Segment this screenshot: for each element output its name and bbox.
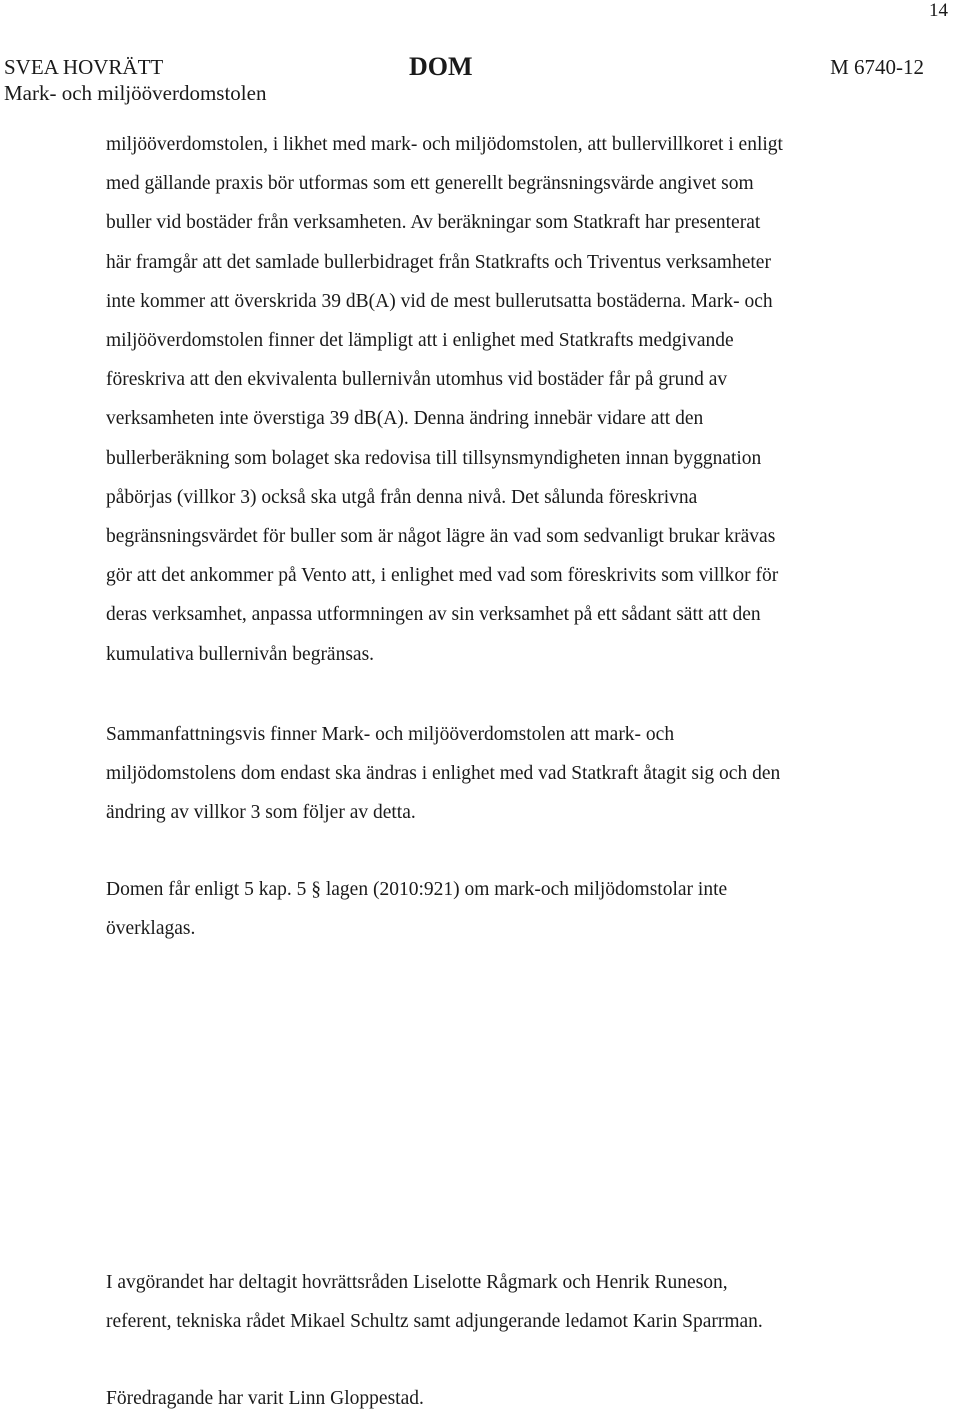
case-number: M 6740-12 bbox=[830, 55, 924, 79]
court-name-line2: Mark- och miljööverdomstolen bbox=[4, 81, 267, 105]
paragraph-appeal-notice: Domen får enligt 5 kap. 5 § lagen (2010:921) om mark-och miljödomstolar inte överklagas. bbox=[106, 879, 728, 940]
court-name-line1: SVEA HOVRÄTT bbox=[4, 55, 164, 79]
document-type: DOM bbox=[409, 52, 473, 81]
paragraph-rapporteur: Föredragande har varit Linn Gloppestad. bbox=[106, 1388, 424, 1409]
paragraph-noise-assessment: miljööverdomstolen, i likhet med mark- och miljödomstolen, att bullervillkoret i enligt med gällande praxis bör utformas som ett generellt begränsningsvärde angivet som buller vid bostäder från verksamheten. Av beräkningar som Statkraft har presenterat här framgår att det samlade bullerbidraget från Statkrafts och Triventus verksamheter inte kommer att överskrida 39 dB(A) vid de mest bullerutsatta bostäderna. Mark- och miljööverdomstolen finner det lämpligt att i enlighet med Statkrafts medgivande föreskriva att den ekvivalenta bullernivån utomhus vid bostäder får på grund av verksamheten inte överstiga 39 dB(A). Denna ändring innebär vidare att den bullerberäkning som bolaget ska redovisa till tillsynsmyndigheten innan byggnation påbörjas (villkor 3) också ska utgå från denna nivå. Det sålunda föreskrivna begränsningsvärdet för buller som är något lägre än vad som sedvanligt brukar krävas gör att det ankommer på Vento att, i enlighet med vad som föreskrivits som villkor för deras verksamhet, anpassa utformningen av sin verksamhet på ett sådant sätt att den kumulativa bullernivån begränsas. bbox=[106, 134, 783, 665]
paragraph-judges: I avgörandet har deltagit hovrättsråden Liselotte Rågmark och Henrik Runeson, referent, tekniska rådet Mikael Schultz samt adjungerande ledamot Karin Sparrman. bbox=[106, 1272, 763, 1333]
court-name bbox=[4, 54, 266, 106]
page-number: 14 bbox=[929, 0, 948, 21]
document-header bbox=[4, 54, 924, 106]
paragraph-summary: Sammanfattningsvis finner Mark- och miljööverdomstolen att mark- och miljödomstolens dom endast ska ändras i enlighet med vad Statkraft åtagit sig och den ändring av villkor 3 som följer av detta. bbox=[106, 724, 781, 824]
